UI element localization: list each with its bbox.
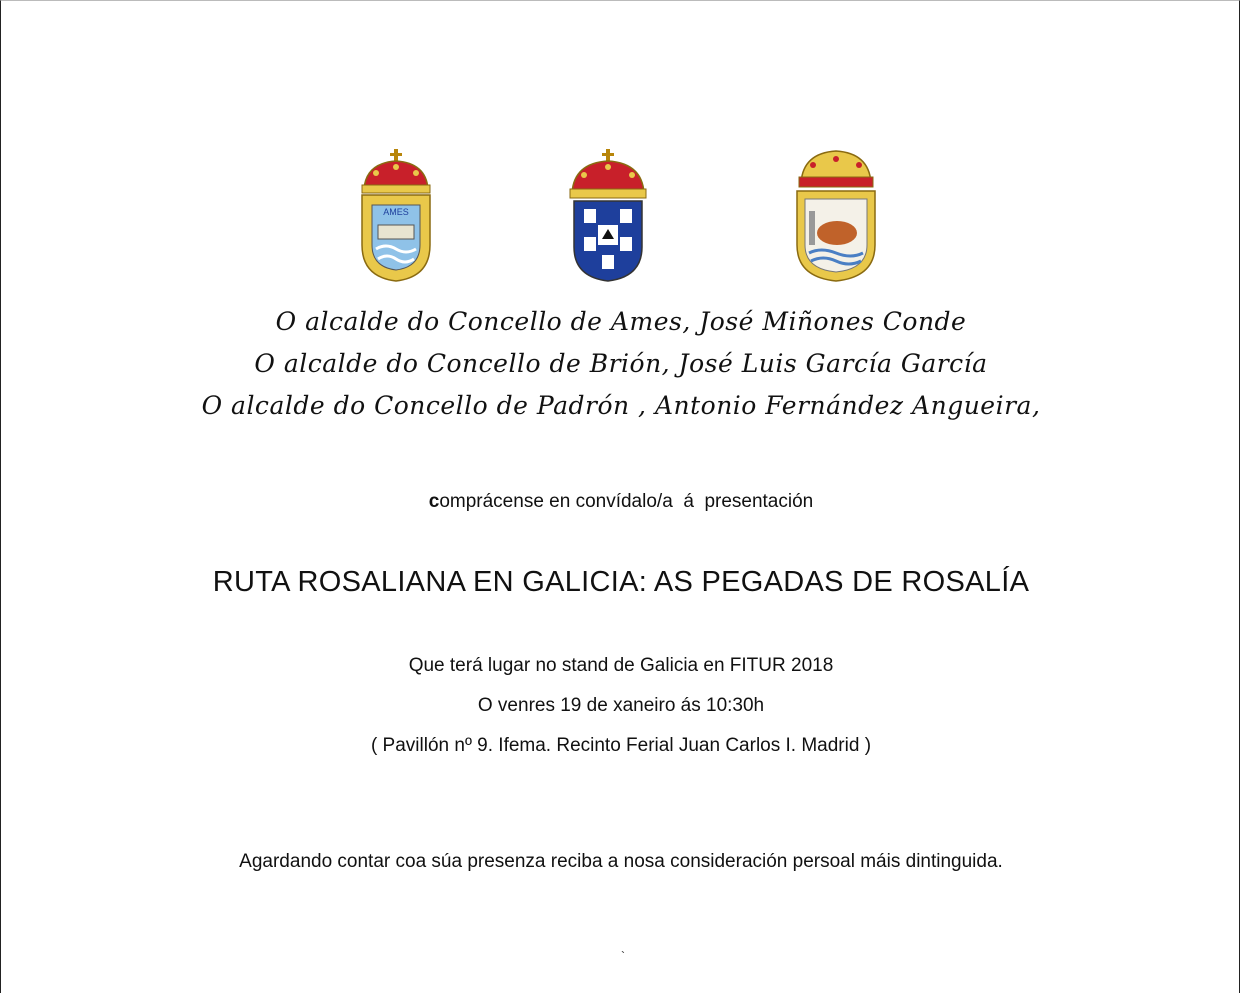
padron-coat-of-arms-icon: [791, 149, 881, 284]
invitation-rest: omprácense en convídalo/a á presentación: [439, 491, 814, 512]
mayor-padron-line: O alcalde do Concello de Padrón , Antonio Fernández Angueira,: [201, 391, 1041, 420]
event-title: RUTA ROSALIANA EN GALICIA: AS PEGADAS DE ROSALÍA: [212, 566, 1030, 598]
ames-crest-label: AMES: [383, 207, 409, 217]
event-venue-line: ( Pavillón nº 9. Ifema. Recinto Ferial Juan Carlos I. Madrid ): [370, 735, 872, 756]
event-date-line: O venres 19 de xaneiro ás 10:30h: [477, 695, 765, 716]
mayor-ames-line: O alcalde do Concello de Ames, José Miñones Conde: [275, 307, 967, 336]
event-location-line: Que terá lugar no stand de Galicia en FITUR 2018: [408, 655, 834, 676]
brion-coat-of-arms-icon: [566, 149, 651, 284]
invitation-text: [1, 491, 1240, 513]
invitation-first-letter: c: [428, 491, 440, 512]
closing-text: Agardando contar coa súa presenza reciba a nosa consideración persoal máis dintinguida.: [239, 851, 1003, 872]
event-details: [1, 646, 1240, 766]
footer-mark: `: [621, 949, 625, 963]
ames-coat-of-arms-icon: [356, 149, 436, 284]
mayors-list: [1, 301, 1240, 427]
coats-of-arms: [1, 149, 1240, 289]
mayor-brion-line: O alcalde do Concello de Brión, José Luis García García: [254, 349, 988, 378]
